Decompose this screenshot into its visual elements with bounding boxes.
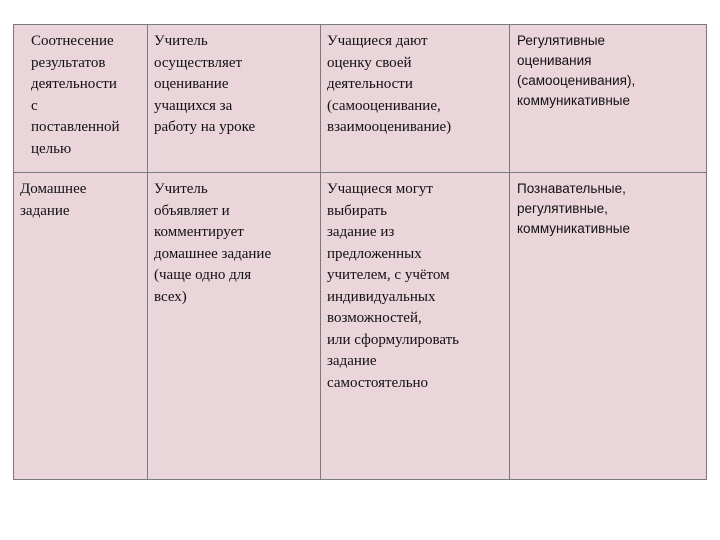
skills-text: Познавательные, регулятивные, коммуникативные: [517, 181, 631, 236]
table-row-reflection: [14, 25, 707, 173]
teacher-activity-text: Учитель объявляет и комментирует домашнее задание (чаще одно для всех): [154, 181, 272, 305]
skills-text: Регулятивные оценивания (самооценивания), коммуникативные: [517, 33, 636, 108]
student-activity-text: Учащиеся дают оценку своей деятельности (самооценивание, взаимооценивание): [327, 33, 452, 135]
skills-cell: [510, 25, 707, 173]
teacher-activity-text: Учитель осуществляет оценивание учащихся за работу на уроке: [154, 33, 256, 135]
skills-cell: [510, 173, 707, 480]
stage-cell: [14, 173, 148, 480]
stage-text: Соотнесение результатов деятельности с поставленной целью: [31, 33, 120, 157]
stage-cell: [14, 25, 148, 173]
table-row-homework: [14, 173, 707, 480]
student-activity-cell: [321, 25, 510, 173]
student-activity-cell: [321, 173, 510, 480]
student-activity-text: Учащиеся могут выбирать задание из предложенных учителем, с учётом индивидуальных возможностей, или сформулировать задание самостоятельно: [327, 181, 460, 391]
lesson-stage-table-container: [13, 24, 706, 479]
stage-text: Домашнее задание: [20, 181, 87, 219]
teacher-activity-cell: [148, 25, 321, 173]
teacher-activity-cell: [148, 173, 321, 480]
lesson-stage-table: [13, 24, 707, 480]
